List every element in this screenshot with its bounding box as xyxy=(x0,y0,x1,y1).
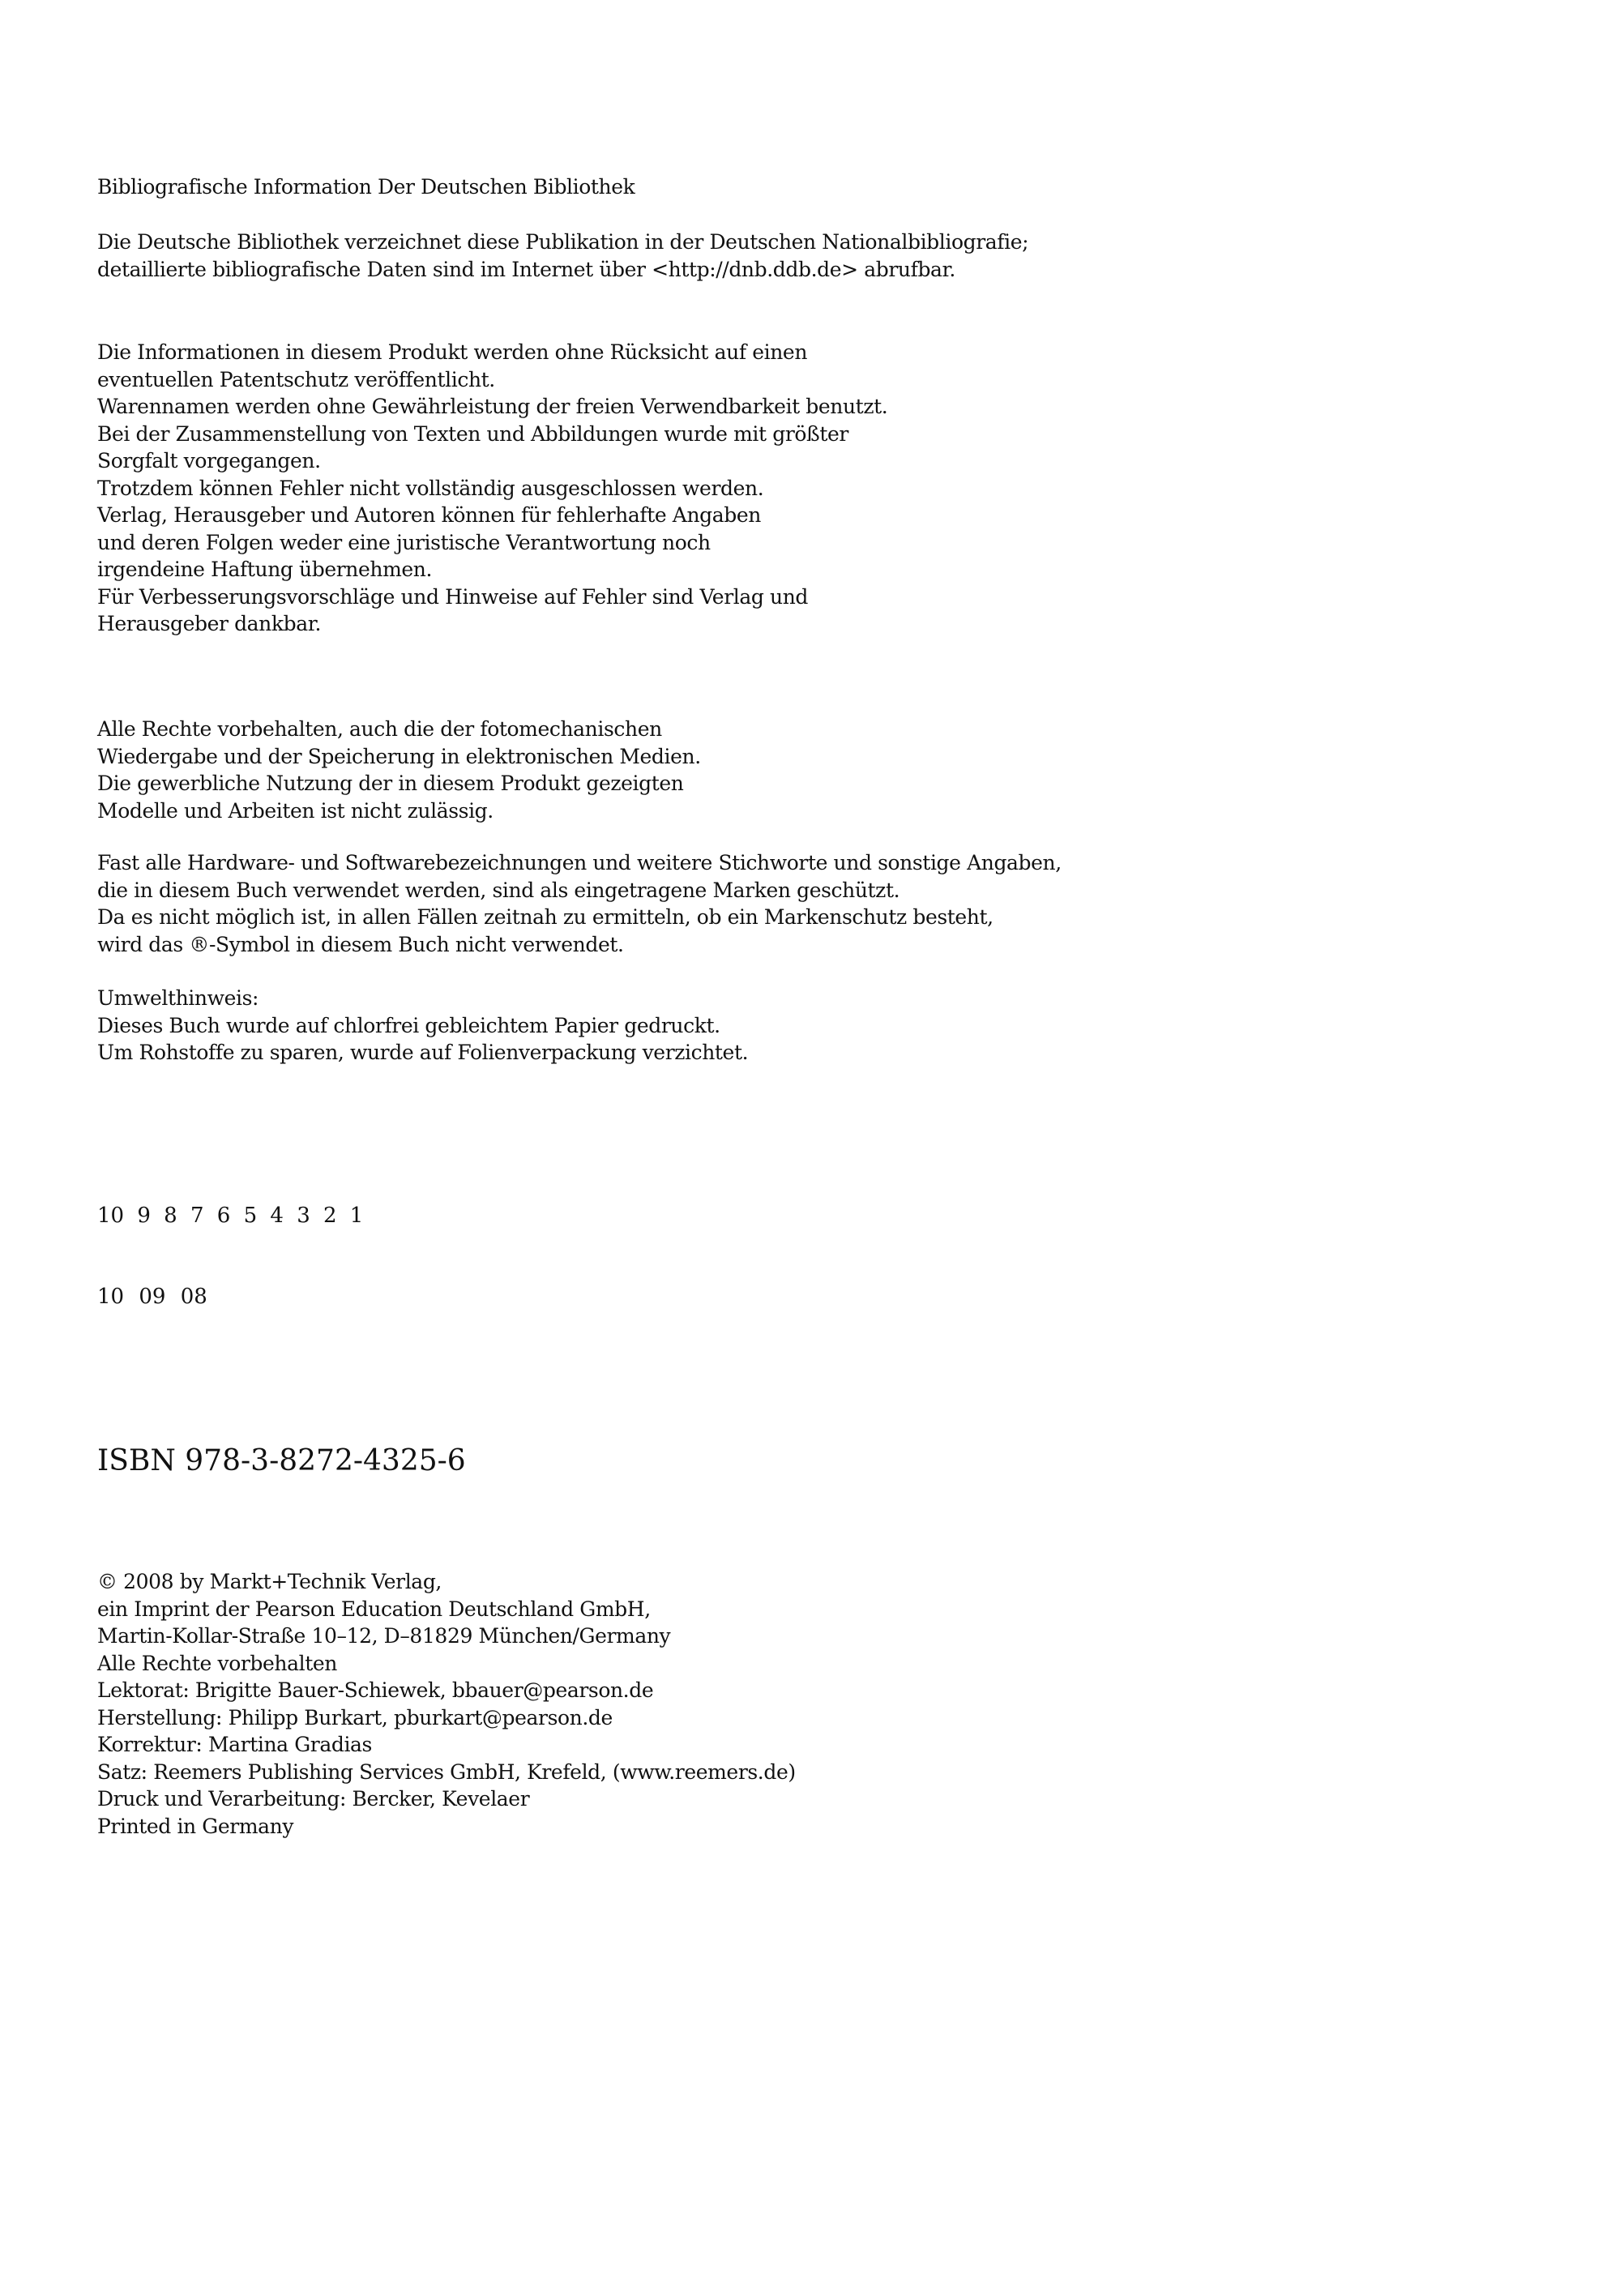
printed-in-line: Printed in Germany xyxy=(97,1814,294,1838)
rights-line: Modelle und Arbeiten ist nicht zulässig. xyxy=(97,798,494,823)
trademark-paragraph xyxy=(97,849,1062,958)
disclaimer-line: eventuellen Patentschutz veröffentlicht. xyxy=(97,367,495,391)
trademark-line: Fast alle Hardware- und Softwarebezeichnungen und weitere Stichworte und sonstige Angaben, xyxy=(97,851,1062,874)
rights-paragraph xyxy=(97,716,701,824)
typesetting-credit: Satz: Reemers Publishing Services GmbH, Krefeld, (www.reemers.de) xyxy=(97,1759,796,1784)
print-run-numbers: 10 9 8 7 6 5 4 3 2 1 xyxy=(97,1204,364,1228)
environment-line: Dieses Buch wurde auf chlorfrei gebleichtem Papier gedruckt. xyxy=(97,1013,720,1037)
bibliographic-line: detaillierte bibliografische Daten sind im Internet über <http://dnb.ddb.de> abrufbar. xyxy=(97,257,955,281)
disclaimer-line: Herausgeber dankbar. xyxy=(97,612,322,635)
proofreading-credit: Korrektur: Martina Gradias xyxy=(97,1733,372,1756)
bibliographic-heading: Bibliografische Information Der Deutschen Bibliothek xyxy=(97,175,635,199)
disclaimer-line: und deren Folgen weder eine juristische Verantwortung noch xyxy=(97,530,711,554)
imprint-block xyxy=(97,1568,796,1840)
production-credit: Herstellung: Philipp Burkart, pburkart@pearson.de xyxy=(97,1705,613,1729)
rights-line: Alle Rechte vorbehalten, auch die der fotomechanischen xyxy=(97,717,662,741)
disclaimer-line: Verlag, Herausgeber und Autoren können für fehlerhafte Angaben xyxy=(97,503,761,527)
disclaimer-line: irgendeine Haftung übernehmen. xyxy=(97,558,433,581)
disclaimer-line: Die Informationen in diesem Produkt werden ohne Rücksicht auf einen xyxy=(97,340,808,364)
disclaimer-line: Für Verbesserungsvorschläge und Hinweise auf Fehler sind Verlag und xyxy=(97,584,809,609)
copyright-line: © 2008 by Markt+Technik Verlag, xyxy=(97,1570,442,1593)
bibliographic-heading-block xyxy=(97,173,635,201)
bibliographic-line: Die Deutsche Bibliothek verzeichnet diese Publikation in der Deutschen Nationalbibliografie; xyxy=(97,230,1029,254)
disclaimer-line: Warennamen werden ohne Gewährleistung der freien Verwendbarkeit benutzt. xyxy=(97,395,888,418)
disclaimer-line: Bei der Zusammenstellung von Texten und Abbildungen wurde mit größter xyxy=(97,421,848,446)
trademark-line: wird das ®-Symbol in diesem Buch nicht verwendet. xyxy=(97,932,624,956)
environment-notice xyxy=(97,985,748,1067)
environment-heading: Umwelthinweis: xyxy=(97,986,259,1010)
disclaimer-line: Trotzdem können Fehler nicht vollständig ausgeschlossen werden. xyxy=(97,476,764,500)
disclaimer-line: Sorgfalt vorgegangen. xyxy=(97,449,321,472)
imprint-of-line: ein Imprint der Pearson Education Deutschland GmbH, xyxy=(97,1597,651,1621)
rights-line: Wiedergabe und der Speicherung in elektronischen Medien. xyxy=(97,744,701,768)
trademark-line: Da es nicht möglich ist, in allen Fällen zeitnah zu ermitteln, ob ein Markenschutz besteht, xyxy=(97,905,994,929)
rights-line: Die gewerbliche Nutzung der in diesem Produkt gezeigten xyxy=(97,772,684,795)
printing-credit: Druck und Verarbeitung: Bercker, Kevelaer xyxy=(97,1787,530,1811)
editor-credit: Lektorat: Brigitte Bauer-Schiewek, bbauer@pearson.de xyxy=(97,1678,654,1702)
edition-years: 10 09 08 xyxy=(97,1285,207,1309)
trademark-line: die in diesem Buch verwendet werden, sind als eingetragene Marken geschützt. xyxy=(97,878,900,902)
environment-line: Um Rohstoffe zu sparen, wurde auf Folienverpackung verzichtet. xyxy=(97,1041,749,1064)
publisher-address: Martin-Kollar-Straße 10–12, D–81829 München/Germany xyxy=(97,1624,671,1648)
bibliographic-notice xyxy=(97,229,1028,283)
isbn-number: ISBN 978-3-8272-4325-6 xyxy=(97,1444,466,1477)
disclaimer-paragraph xyxy=(97,339,887,638)
rights-reserved-line: Alle Rechte vorbehalten xyxy=(97,1651,337,1675)
